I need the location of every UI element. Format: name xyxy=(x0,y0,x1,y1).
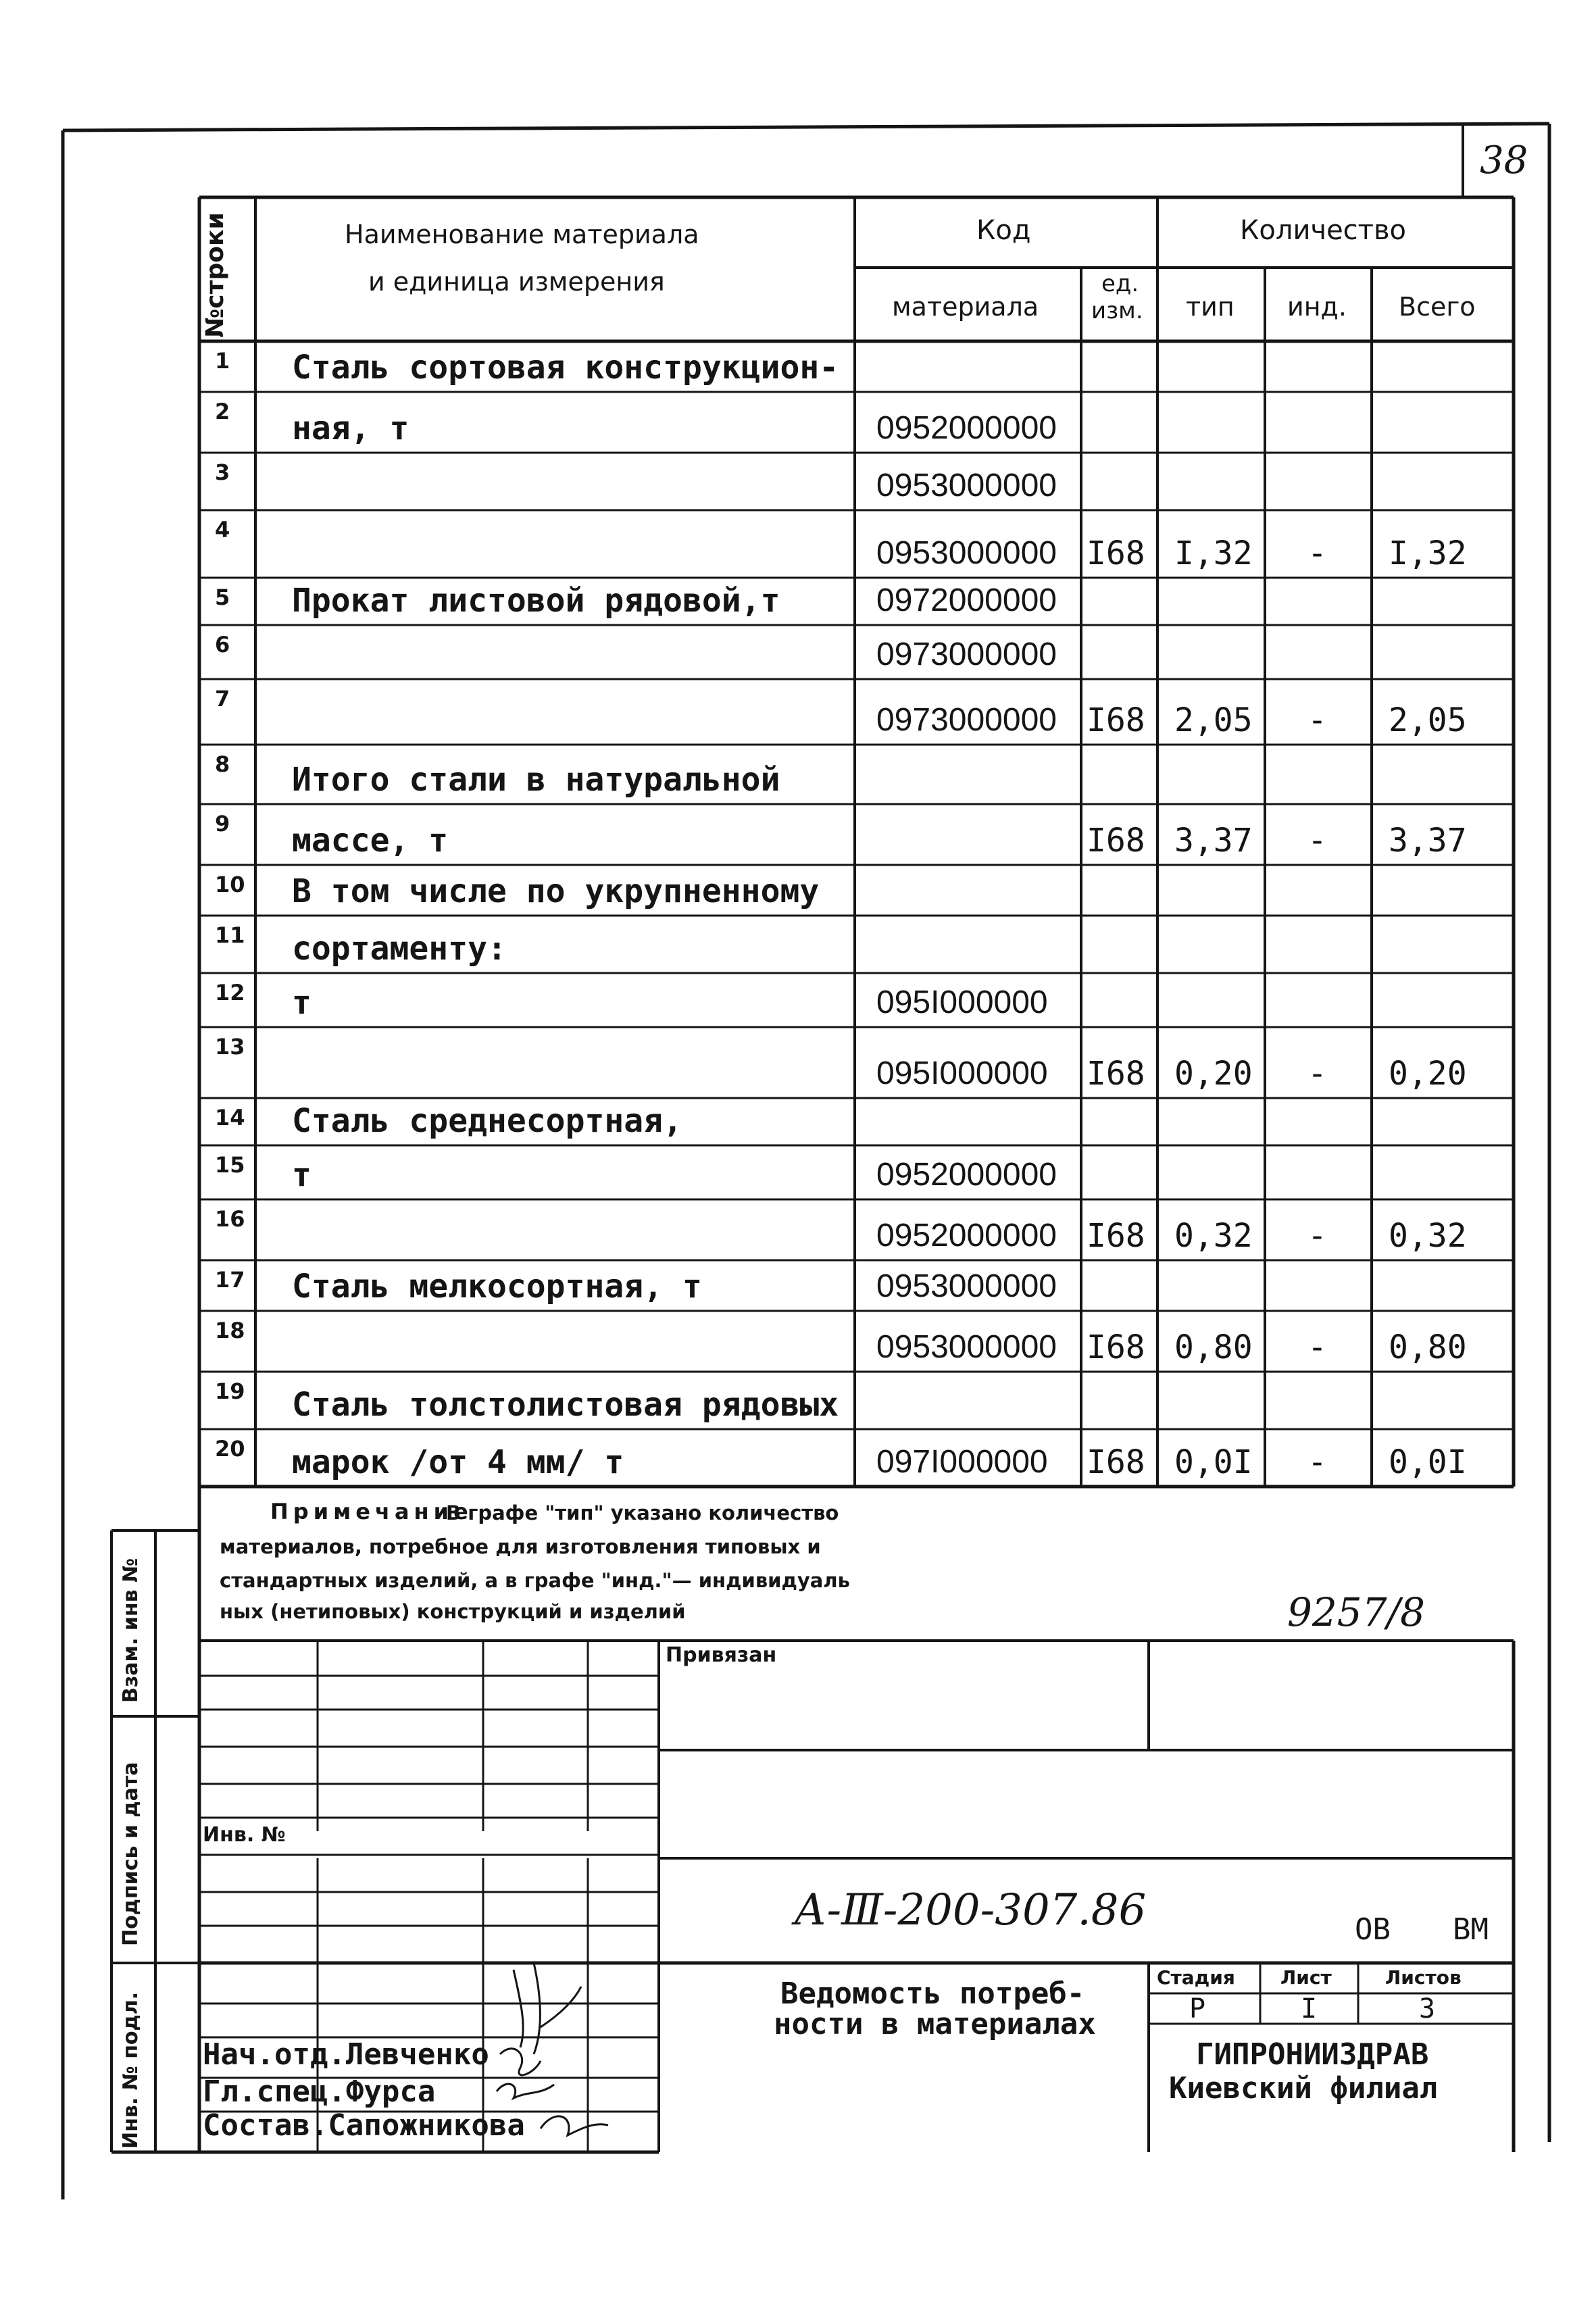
row-qty-tip: 0,80 xyxy=(1174,1328,1253,1366)
row-number: 11 xyxy=(215,922,245,948)
row-number: 2 xyxy=(215,399,230,424)
note-line1: В графе "тип" указано количество xyxy=(446,1501,839,1524)
row-qty-ind: - xyxy=(1307,1055,1327,1093)
row-unit: I68 xyxy=(1087,1055,1145,1093)
stamp-privyazan: Привязан xyxy=(666,1643,777,1667)
row-number: 12 xyxy=(215,980,245,1005)
row-material-code: 0973000000 xyxy=(876,637,1057,672)
side-label-signature-date: Подпись и дата xyxy=(119,1762,143,1946)
row-qty-total: 0,20 xyxy=(1389,1055,1467,1093)
row-material-code: 095I000000 xyxy=(876,985,1048,1020)
stamp-designation: А-Ⅲ-200-307.86 xyxy=(794,1885,1147,1935)
row-material-name: т xyxy=(292,1156,311,1194)
header-unit-2: изм. xyxy=(1091,297,1143,324)
stamp-inv-no: Инв. № xyxy=(203,1823,286,1847)
row-number: 6 xyxy=(215,632,230,657)
row-qty-tip: 3,37 xyxy=(1174,822,1253,860)
row-qty-tip: I,32 xyxy=(1174,534,1253,572)
row-material-code: 0952000000 xyxy=(876,410,1057,446)
row-qty-tip: 2,05 xyxy=(1174,701,1253,739)
header-name-line2: и единица измерения xyxy=(368,267,665,297)
row-number: 5 xyxy=(215,584,230,610)
stamp-title-1: Ведомость потреб- xyxy=(780,1976,1085,2011)
row-number: 8 xyxy=(215,751,230,777)
doc-ref: 9257/8 xyxy=(1287,1589,1426,1635)
row-material-code: 0952000000 xyxy=(876,1218,1057,1253)
row-number: 10 xyxy=(215,872,245,897)
row-unit: I68 xyxy=(1087,1328,1145,1366)
stamp-stage-label: Стадия xyxy=(1157,1966,1235,1989)
row-number: 7 xyxy=(215,686,230,712)
stamp-person-3: Состав.Сапожникова xyxy=(203,2108,525,2143)
row-material-code: 0952000000 xyxy=(876,1157,1057,1193)
header-row-number: №строки xyxy=(201,212,229,338)
note-line2: материалов, потребное для изготовления типовых и xyxy=(220,1535,821,1558)
stamp-sheet: I xyxy=(1301,1993,1318,2024)
row-number: 20 xyxy=(215,1436,245,1462)
row-material-code: 097I000000 xyxy=(876,1444,1048,1480)
row-material-code: 0953000000 xyxy=(876,535,1057,571)
row-material-name: марок /от 4 мм/ т xyxy=(292,1443,624,1481)
row-qty-ind: - xyxy=(1307,1443,1327,1481)
row-unit: I68 xyxy=(1087,1217,1145,1255)
row-material-code: 0953000000 xyxy=(876,468,1057,503)
stamp-vm: ВМ xyxy=(1453,1912,1489,1947)
row-material-name: В том числе по укрупненному xyxy=(292,872,820,910)
header-code: Код xyxy=(976,215,1031,246)
row-number: 4 xyxy=(215,517,230,543)
header-material: материала xyxy=(892,292,1039,322)
row-qty-ind: - xyxy=(1307,1328,1327,1366)
stamp-org-1: ГИПРОНИИЗДРАВ xyxy=(1196,2037,1429,2072)
stamp-stage: Р xyxy=(1189,1993,1206,2024)
row-material-code: 0972000000 xyxy=(876,582,1057,618)
header-tip: тип xyxy=(1186,292,1235,322)
row-material-name: Сталь толстолистовая рядовых xyxy=(292,1386,839,1424)
row-material-name: массе, т xyxy=(292,822,449,860)
row-qty-tip: 0,20 xyxy=(1174,1055,1253,1093)
row-unit: I68 xyxy=(1087,1443,1145,1481)
note-line4: ных (нетиповых) конструкций и изделий xyxy=(220,1600,686,1623)
row-number: 3 xyxy=(215,459,230,485)
row-unit: I68 xyxy=(1087,701,1145,739)
stamp-sheet-label: Лист xyxy=(1280,1966,1332,1989)
row-number: 9 xyxy=(215,811,230,837)
row-material-name: т xyxy=(292,984,311,1022)
row-material-name: Сталь среднесортная, xyxy=(292,1102,682,1140)
stamp-person-1: Нач.отд.Левченко xyxy=(203,2037,489,2072)
row-material-name: сортаменту: xyxy=(292,930,507,968)
header-unit-1: ед. xyxy=(1101,270,1139,297)
row-number: 18 xyxy=(215,1318,245,1343)
row-qty-tip: 0,0I xyxy=(1174,1443,1253,1481)
header-name-line1: Наименование материала xyxy=(345,220,699,249)
row-number: 19 xyxy=(215,1378,245,1404)
row-unit: I68 xyxy=(1087,822,1145,860)
row-material-name: ная, т xyxy=(292,409,409,447)
header-quantity: Количество xyxy=(1240,215,1407,246)
note-title: Примечание xyxy=(270,1499,473,1524)
row-qty-total: 0,32 xyxy=(1389,1217,1467,1255)
stamp-title-2: ности в материалах xyxy=(774,2007,1096,2041)
side-label-inventory: Инв. № подл. xyxy=(119,1991,143,2149)
stamp-sheets: 3 xyxy=(1419,1993,1436,2024)
row-material-code: 0953000000 xyxy=(876,1329,1057,1365)
stamp-org-2: Киевский филиал xyxy=(1169,2071,1438,2106)
row-material-name: Сталь мелкосортная, т xyxy=(292,1268,702,1305)
row-qty-total: I,32 xyxy=(1389,534,1467,572)
row-material-code: 095I000000 xyxy=(876,1055,1048,1091)
row-qty-tip: 0,32 xyxy=(1174,1217,1253,1255)
stamp-person-2: Гл.спец.Фурса xyxy=(203,2074,436,2109)
row-number: 17 xyxy=(215,1267,245,1293)
row-number: 13 xyxy=(215,1034,245,1060)
row-number: 14 xyxy=(215,1105,245,1130)
row-material-name: Сталь сортовая конструкцион- xyxy=(292,349,839,387)
row-qty-total: 3,37 xyxy=(1389,822,1467,860)
row-number: 16 xyxy=(215,1206,245,1232)
row-unit: I68 xyxy=(1087,534,1145,572)
stamp-sheets-label: Листов xyxy=(1385,1966,1462,1989)
header-total: Всего xyxy=(1399,292,1476,322)
side-label-replacement: Взам. инв № xyxy=(119,1558,143,1703)
sheet-number: 38 xyxy=(1480,139,1528,182)
row-number: 1 xyxy=(215,348,230,374)
row-qty-total: 0,0I xyxy=(1389,1443,1467,1481)
row-material-code: 0973000000 xyxy=(876,702,1057,738)
row-qty-ind: - xyxy=(1307,701,1327,739)
row-qty-ind: - xyxy=(1307,1217,1327,1255)
row-qty-ind: - xyxy=(1307,822,1327,860)
header-ind: инд. xyxy=(1287,292,1347,322)
row-material-code: 0953000000 xyxy=(876,1268,1057,1304)
row-qty-total: 0,80 xyxy=(1389,1328,1467,1366)
row-qty-ind: - xyxy=(1307,534,1327,572)
row-material-name: Прокат листовой рядовой,т xyxy=(292,582,780,620)
stamp-ov: ОВ xyxy=(1355,1912,1391,1947)
row-number: 15 xyxy=(215,1152,245,1178)
row-material-name: Итого стали в натуральной xyxy=(292,761,780,799)
row-qty-total: 2,05 xyxy=(1389,701,1467,739)
note-line3: стандартных изделий, а в графе "инд."— индивидуаль xyxy=(220,1569,850,1592)
